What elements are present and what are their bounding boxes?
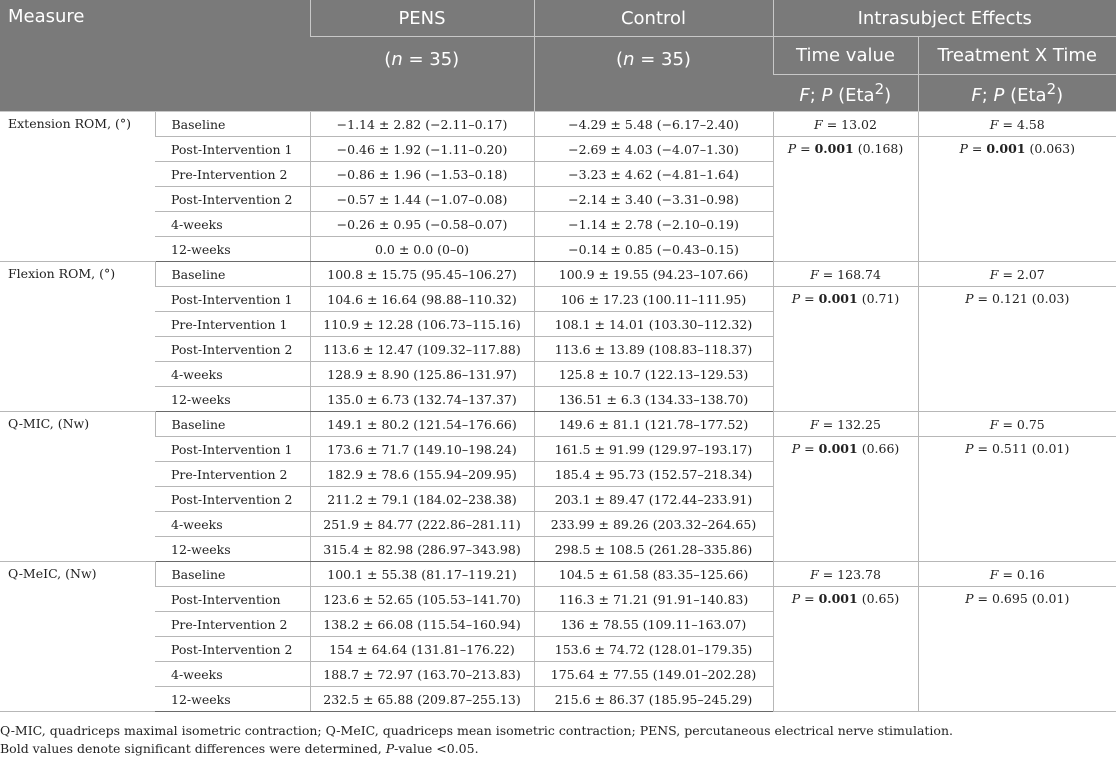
pens-value-cell: −0.26 ± 0.95 (−0.58–0.07) <box>310 212 534 237</box>
header-intrasubject-effects: Intrasubject Effects <box>773 0 1116 37</box>
treatment-f-cell: F = 4.58 <box>918 112 1116 137</box>
treatment-f-cell: F = 2.07 <box>918 262 1116 287</box>
timepoint-cell: Pre-Intervention 2 <box>155 162 310 187</box>
pens-value-cell: 182.9 ± 78.6 (155.94–209.95) <box>310 462 534 487</box>
control-value-cell: −3.23 ± 4.62 (−4.81–1.64) <box>534 162 773 187</box>
table-row <box>0 437 1116 462</box>
treatment-p-cell: P = 0.695 (0.01) <box>918 587 1116 712</box>
table-row <box>0 112 1116 137</box>
control-value-cell: 136.51 ± 6.3 (134.33–138.70) <box>534 387 773 412</box>
pens-value-cell: 211.2 ± 79.1 (184.02–238.38) <box>310 487 534 512</box>
timepoint-cell: Post-Intervention <box>155 587 310 612</box>
timepoint-cell: Post-Intervention 1 <box>155 437 310 462</box>
timepoint-cell: Post-Intervention 2 <box>155 337 310 362</box>
table-row <box>0 262 1116 287</box>
timepoint-cell: Post-Intervention 1 <box>155 287 310 312</box>
pens-value-cell: −0.86 ± 1.96 (−1.53–0.18) <box>310 162 534 187</box>
pens-value-cell: 154 ± 64.64 (131.81–176.22) <box>310 637 534 662</box>
control-value-cell: −4.29 ± 5.48 (−6.17–2.40) <box>534 112 773 137</box>
pens-value-cell: 0.0 ± 0.0 (0–0) <box>310 237 534 262</box>
measure-label: Extension ROM, (°) <box>0 112 155 262</box>
control-value-cell: −1.14 ± 2.78 (−2.10–0.19) <box>534 212 773 237</box>
pens-value-cell: −1.14 ± 2.82 (−2.11–0.17) <box>310 112 534 137</box>
timepoint-cell: 4-weeks <box>155 662 310 687</box>
pens-value-cell: 188.7 ± 72.97 (163.70–213.83) <box>310 662 534 687</box>
header-measure: Measure <box>0 0 310 112</box>
header-pens: PENS <box>310 0 534 37</box>
header-control: Control <box>534 0 773 37</box>
pens-value-cell: −0.46 ± 1.92 (−1.11–0.20) <box>310 137 534 162</box>
header-treatment-x-time: Treatment X Time <box>918 37 1116 75</box>
pens-value-cell: 173.6 ± 71.7 (149.10–198.24) <box>310 437 534 462</box>
timepoint-cell: Pre-Intervention 2 <box>155 612 310 637</box>
timepoint-cell: Pre-Intervention 1 <box>155 312 310 337</box>
control-value-cell: 125.8 ± 10.7 (122.13–129.53) <box>534 362 773 387</box>
measure-label: Q-MIC, (Nw) <box>0 412 155 562</box>
timepoint-cell: Baseline <box>155 112 310 137</box>
pens-value-cell: 232.5 ± 65.88 (209.87–255.13) <box>310 687 534 712</box>
pens-value-cell: 128.9 ± 8.90 (125.86–131.97) <box>310 362 534 387</box>
control-value-cell: 203.1 ± 89.47 (172.44–233.91) <box>534 487 773 512</box>
treatment-p-cell: P = 0.001 (0.063) <box>918 137 1116 262</box>
pens-value-cell: 251.9 ± 84.77 (222.86–281.11) <box>310 512 534 537</box>
table-row <box>0 412 1116 437</box>
treatment-p-cell: P = 0.121 (0.03) <box>918 287 1116 412</box>
timepoint-cell: Baseline <box>155 412 310 437</box>
control-value-cell: 108.1 ± 14.01 (103.30–112.32) <box>534 312 773 337</box>
time-p-cell: P = 0.001 (0.71) <box>773 287 918 412</box>
treatment-f-cell: F = 0.16 <box>918 562 1116 587</box>
control-value-cell: 185.4 ± 95.73 (152.57–218.34) <box>534 462 773 487</box>
stat-label-2-text: F; P (Eta$^2$) <box>971 80 1064 106</box>
header-pens-n <box>310 37 534 112</box>
time-f-cell: F = 132.25 <box>773 412 918 437</box>
pens-value-cell: 100.8 ± 15.75 (95.45–106.27) <box>310 262 534 287</box>
footnote-bold-text: Bold values denote significant differences were determined, P-value <0.05. <box>0 741 479 756</box>
control-value-cell: 149.6 ± 81.1 (121.78–177.52) <box>534 412 773 437</box>
timepoint-cell: 12-weeks <box>155 537 310 562</box>
time-f-cell: F = 168.74 <box>773 262 918 287</box>
control-value-cell: 161.5 ± 91.99 (129.97–193.17) <box>534 437 773 462</box>
time-f-cell: F = 123.78 <box>773 562 918 587</box>
control-n-text: (n = 35) <box>616 49 691 70</box>
header-control-n <box>534 37 773 112</box>
table-row <box>0 562 1116 587</box>
timepoint-cell: Baseline <box>155 262 310 287</box>
timepoint-cell: Post-Intervention 2 <box>155 187 310 212</box>
time-p-cell: P = 0.001 (0.66) <box>773 437 918 562</box>
header-stat-label-treatment <box>918 75 1116 112</box>
control-value-cell: −2.69 ± 4.03 (−4.07–1.30) <box>534 137 773 162</box>
pens-n-text: (n = 35) <box>384 49 460 70</box>
pens-value-cell: 100.1 ± 55.38 (81.17–119.21) <box>310 562 534 587</box>
timepoint-cell: 4-weeks <box>155 362 310 387</box>
control-value-cell: 113.6 ± 13.89 (108.83–118.37) <box>534 337 773 362</box>
table-row <box>0 587 1116 612</box>
pens-value-cell: 113.6 ± 12.47 (109.32–117.88) <box>310 337 534 362</box>
control-value-cell: 215.6 ± 86.37 (185.95–245.29) <box>534 687 773 712</box>
footnote-bold-values <box>0 741 479 756</box>
time-f-cell: F = 13.02 <box>773 112 918 137</box>
timepoint-cell: 12-weeks <box>155 687 310 712</box>
pens-value-cell: −0.57 ± 1.44 (−1.07–0.08) <box>310 187 534 212</box>
control-value-cell: 298.5 ± 108.5 (261.28–335.86) <box>534 537 773 562</box>
time-p-cell: P = 0.001 (0.65) <box>773 587 918 712</box>
pens-value-cell: 138.2 ± 66.08 (115.54–160.94) <box>310 612 534 637</box>
control-value-cell: 136 ± 78.55 (109.11–163.07) <box>534 612 773 637</box>
control-value-cell: 153.6 ± 74.72 (128.01–179.35) <box>534 637 773 662</box>
time-p-cell: P = 0.001 (0.168) <box>773 137 918 262</box>
pens-value-cell: 104.6 ± 16.64 (98.88–110.32) <box>310 287 534 312</box>
table-body <box>0 112 1116 712</box>
timepoint-cell: 12-weeks <box>155 237 310 262</box>
control-value-cell: 233.99 ± 89.26 (203.32–264.65) <box>534 512 773 537</box>
treatment-p-cell: P = 0.511 (0.01) <box>918 437 1116 562</box>
control-value-cell: 100.9 ± 19.55 (94.23–107.66) <box>534 262 773 287</box>
footnote-abbreviations: Q-MIC, quadriceps maximal isometric contraction; Q-MeIC, quadriceps mean isometric contraction; PENS, percutaneous electrical nerve stimulation. <box>0 723 953 738</box>
timepoint-cell: Post-Intervention 1 <box>155 137 310 162</box>
table-row <box>0 137 1116 162</box>
measure-label: Flexion ROM, (°) <box>0 262 155 412</box>
header-stat-label-time <box>773 75 918 112</box>
control-value-cell: −2.14 ± 3.40 (−3.31–0.98) <box>534 187 773 212</box>
control-value-cell: −0.14 ± 0.85 (−0.43–0.15) <box>534 237 773 262</box>
header-time-value: Time value <box>773 37 918 75</box>
pens-value-cell: 135.0 ± 6.73 (132.74–137.37) <box>310 387 534 412</box>
timepoint-cell: 4-weeks <box>155 212 310 237</box>
pens-value-cell: 315.4 ± 82.98 (286.97–343.98) <box>310 537 534 562</box>
control-value-cell: 104.5 ± 61.58 (83.35–125.66) <box>534 562 773 587</box>
control-value-cell: 116.3 ± 71.21 (91.91–140.83) <box>534 587 773 612</box>
control-value-cell: 106 ± 17.23 (100.11–111.95) <box>534 287 773 312</box>
pens-value-cell: 110.9 ± 12.28 (106.73–115.16) <box>310 312 534 337</box>
timepoint-cell: 4-weeks <box>155 512 310 537</box>
stat-label-1-text: F; P (Eta$^2$) <box>799 80 892 106</box>
timepoint-cell: Pre-Intervention 2 <box>155 462 310 487</box>
table-header <box>0 0 1116 112</box>
control-value-cell: 175.64 ± 77.55 (149.01–202.28) <box>534 662 773 687</box>
timepoint-cell: Baseline <box>155 562 310 587</box>
timepoint-cell: Post-Intervention 2 <box>155 487 310 512</box>
timepoint-cell: Post-Intervention 2 <box>155 637 310 662</box>
measure-label: Q-MeIC, (Nw) <box>0 562 155 712</box>
pens-value-cell: 149.1 ± 80.2 (121.54–176.66) <box>310 412 534 437</box>
timepoint-cell: 12-weeks <box>155 387 310 412</box>
pens-value-cell: 123.6 ± 52.65 (105.53–141.70) <box>310 587 534 612</box>
table-row <box>0 287 1116 312</box>
treatment-f-cell: F = 0.75 <box>918 412 1116 437</box>
